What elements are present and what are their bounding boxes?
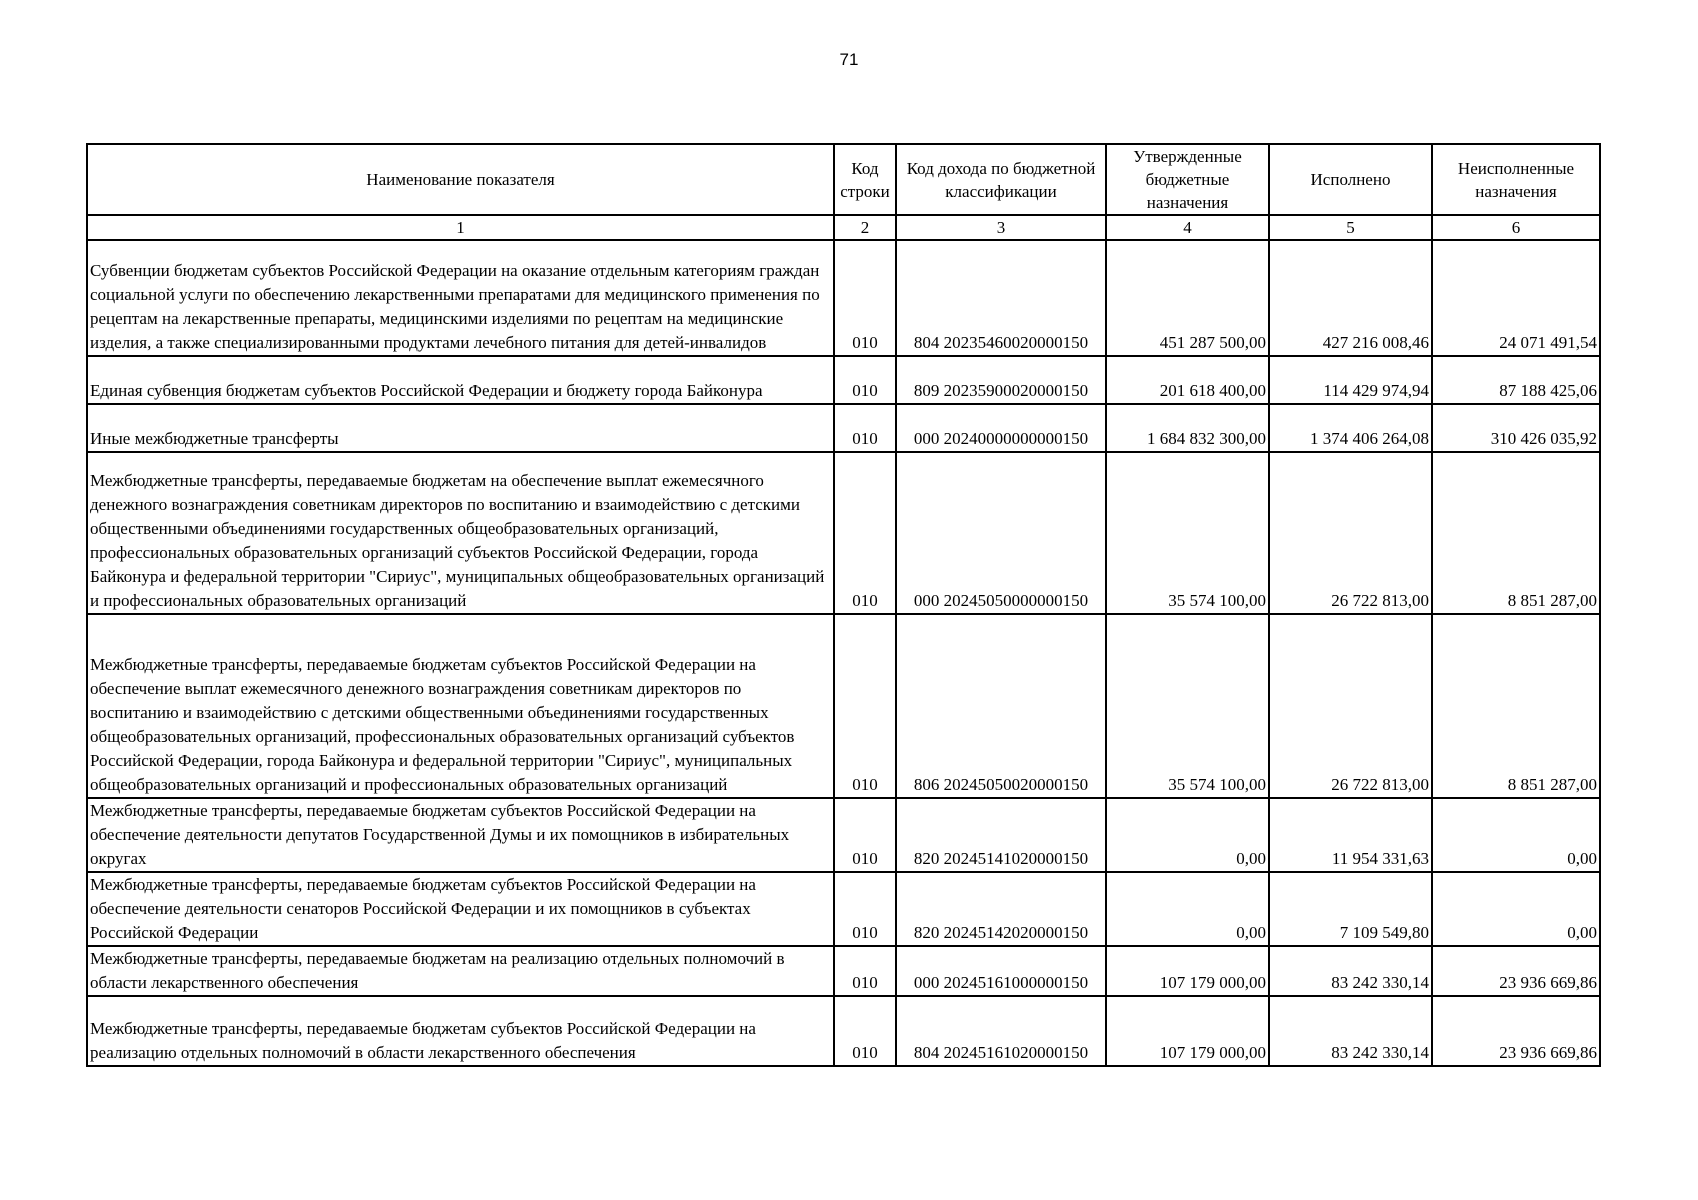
row-line-code: 010 — [834, 614, 896, 798]
row-unexecuted: 0,00 — [1432, 798, 1600, 872]
row-unexecuted: 310 426 035,92 — [1432, 404, 1600, 452]
row-unexecuted: 0,00 — [1432, 872, 1600, 946]
row-executed: 11 954 331,63 — [1269, 798, 1432, 872]
row-income-code: 806 20245050020000150 — [896, 614, 1106, 798]
column-number: 2 — [834, 215, 896, 240]
table-row — [87, 452, 1600, 614]
table-row — [87, 240, 1600, 356]
row-income-code: 804 20235460020000150 — [896, 240, 1106, 356]
table-row — [87, 356, 1600, 404]
row-approved: 0,00 — [1106, 798, 1269, 872]
page-number: 71 — [839, 50, 859, 69]
row-line-code: 010 — [834, 240, 896, 356]
header-line-code: Код строки — [834, 144, 896, 215]
row-unexecuted: 8 851 287,00 — [1432, 452, 1600, 614]
row-executed: 26 722 813,00 — [1269, 614, 1432, 798]
row-approved: 451 287 500,00 — [1106, 240, 1269, 356]
header-income-code: Код дохода по бюджетной классификации — [896, 144, 1106, 215]
row-name: Межбюджетные трансферты, передаваемые бюджетам субъектов Российской Федерации на обеспечение деятельности депутатов Государственной Думы и их помощников в избирательных округах — [87, 798, 834, 872]
row-income-code: 000 20245050000000150 — [896, 452, 1106, 614]
row-line-code: 010 — [834, 872, 896, 946]
row-executed: 83 242 330,14 — [1269, 996, 1432, 1066]
row-name: Субвенции бюджетам субъектов Российской Федерации на оказание отдельным категориям граждан социальной услуги по обеспечению лекарственными препаратами для медицинского применения по рецептам на лекарственные препараты, медицинскими изделиями по рецептам на медицинские изделия, а также специализированными продуктами лечебного питания для детей-инвалидов — [87, 240, 834, 356]
row-name: Межбюджетные трансферты, передаваемые бюджетам на реализацию отдельных полномочий в области лекарственного обеспечения — [87, 946, 834, 996]
row-income-code: 820 20245141020000150 — [896, 798, 1106, 872]
table-row — [87, 798, 1600, 872]
header-executed: Исполнено — [1269, 144, 1432, 215]
row-income-code: 804 20245161020000150 — [896, 996, 1106, 1066]
row-executed: 114 429 974,94 — [1269, 356, 1432, 404]
table-row — [87, 614, 1600, 798]
row-approved: 35 574 100,00 — [1106, 452, 1269, 614]
row-income-code: 000 20240000000000150 — [896, 404, 1106, 452]
table-row — [87, 946, 1600, 996]
row-name: Иные межбюджетные трансферты — [87, 404, 834, 452]
row-approved: 107 179 000,00 — [1106, 996, 1269, 1066]
row-line-code: 010 — [834, 452, 896, 614]
row-name: Межбюджетные трансферты, передаваемые бюджетам субъектов Российской Федерации на обеспечение выплат ежемесячного денежного вознаграждения советникам директоров по воспитанию и взаимодействию с детскими общественными объединениями государственных общеобразовательных организаций, профессиональных образовательных организаций субъектов Российской Федерации, города Байконура и федеральной территории "Сириус", муниципальных общеобразовательных организаций и профессиональных образовательных организаций — [87, 614, 834, 798]
column-number: 5 — [1269, 215, 1432, 240]
header-row — [87, 144, 1600, 215]
row-name: Единая субвенция бюджетам субъектов Российской Федерации и бюджету города Байконура — [87, 356, 834, 404]
column-number: 6 — [1432, 215, 1600, 240]
row-income-code: 820 20245142020000150 — [896, 872, 1106, 946]
row-approved: 107 179 000,00 — [1106, 946, 1269, 996]
table-row — [87, 404, 1600, 452]
row-unexecuted: 87 188 425,06 — [1432, 356, 1600, 404]
column-number: 3 — [896, 215, 1106, 240]
row-line-code: 010 — [834, 404, 896, 452]
row-approved: 1 684 832 300,00 — [1106, 404, 1269, 452]
column-number: 1 — [87, 215, 834, 240]
header-approved: Утвержденные бюджетные назначения — [1106, 144, 1269, 215]
column-number-row — [87, 215, 1600, 240]
budget-revenue-table — [86, 143, 1601, 1067]
row-executed: 26 722 813,00 — [1269, 452, 1432, 614]
column-number: 4 — [1106, 215, 1269, 240]
row-approved: 201 618 400,00 — [1106, 356, 1269, 404]
table-row — [87, 996, 1600, 1066]
row-line-code: 010 — [834, 798, 896, 872]
row-line-code: 010 — [834, 946, 896, 996]
row-executed: 83 242 330,14 — [1269, 946, 1432, 996]
row-unexecuted: 23 936 669,86 — [1432, 996, 1600, 1066]
row-approved: 35 574 100,00 — [1106, 614, 1269, 798]
header-unexecuted: Неисполненные назначения — [1432, 144, 1600, 215]
row-income-code: 809 20235900020000150 — [896, 356, 1106, 404]
row-income-code: 000 20245161000000150 — [896, 946, 1106, 996]
row-line-code: 010 — [834, 996, 896, 1066]
row-executed: 7 109 549,80 — [1269, 872, 1432, 946]
row-name: Межбюджетные трансферты, передаваемые бюджетам на обеспечение выплат ежемесячного денежного вознаграждения советникам директоров по воспитанию и взаимодействию с детскими общественными объединениями государственных общеобразовательных организаций, профессиональных образовательных организаций субъектов Российской Федерации, города Байконура и федеральной территории "Сириус", муниципальных общеобразовательных организаций и профессиональных образовательных организаций — [87, 452, 834, 614]
row-unexecuted: 23 936 669,86 — [1432, 946, 1600, 996]
row-name: Межбюджетные трансферты, передаваемые бюджетам субъектов Российской Федерации на обеспечение деятельности сенаторов Российской Федерации и их помощников в субъектах Российской Федерации — [87, 872, 834, 946]
row-executed: 1 374 406 264,08 — [1269, 404, 1432, 452]
row-executed: 427 216 008,46 — [1269, 240, 1432, 356]
row-name: Межбюджетные трансферты, передаваемые бюджетам субъектов Российской Федерации на реализацию отдельных полномочий в области лекарственного обеспечения — [87, 996, 834, 1066]
header-indicator-name: Наименование показателя — [87, 144, 834, 215]
row-unexecuted: 8 851 287,00 — [1432, 614, 1600, 798]
row-approved: 0,00 — [1106, 872, 1269, 946]
row-unexecuted: 24 071 491,54 — [1432, 240, 1600, 356]
row-line-code: 010 — [834, 356, 896, 404]
table-row — [87, 872, 1600, 946]
